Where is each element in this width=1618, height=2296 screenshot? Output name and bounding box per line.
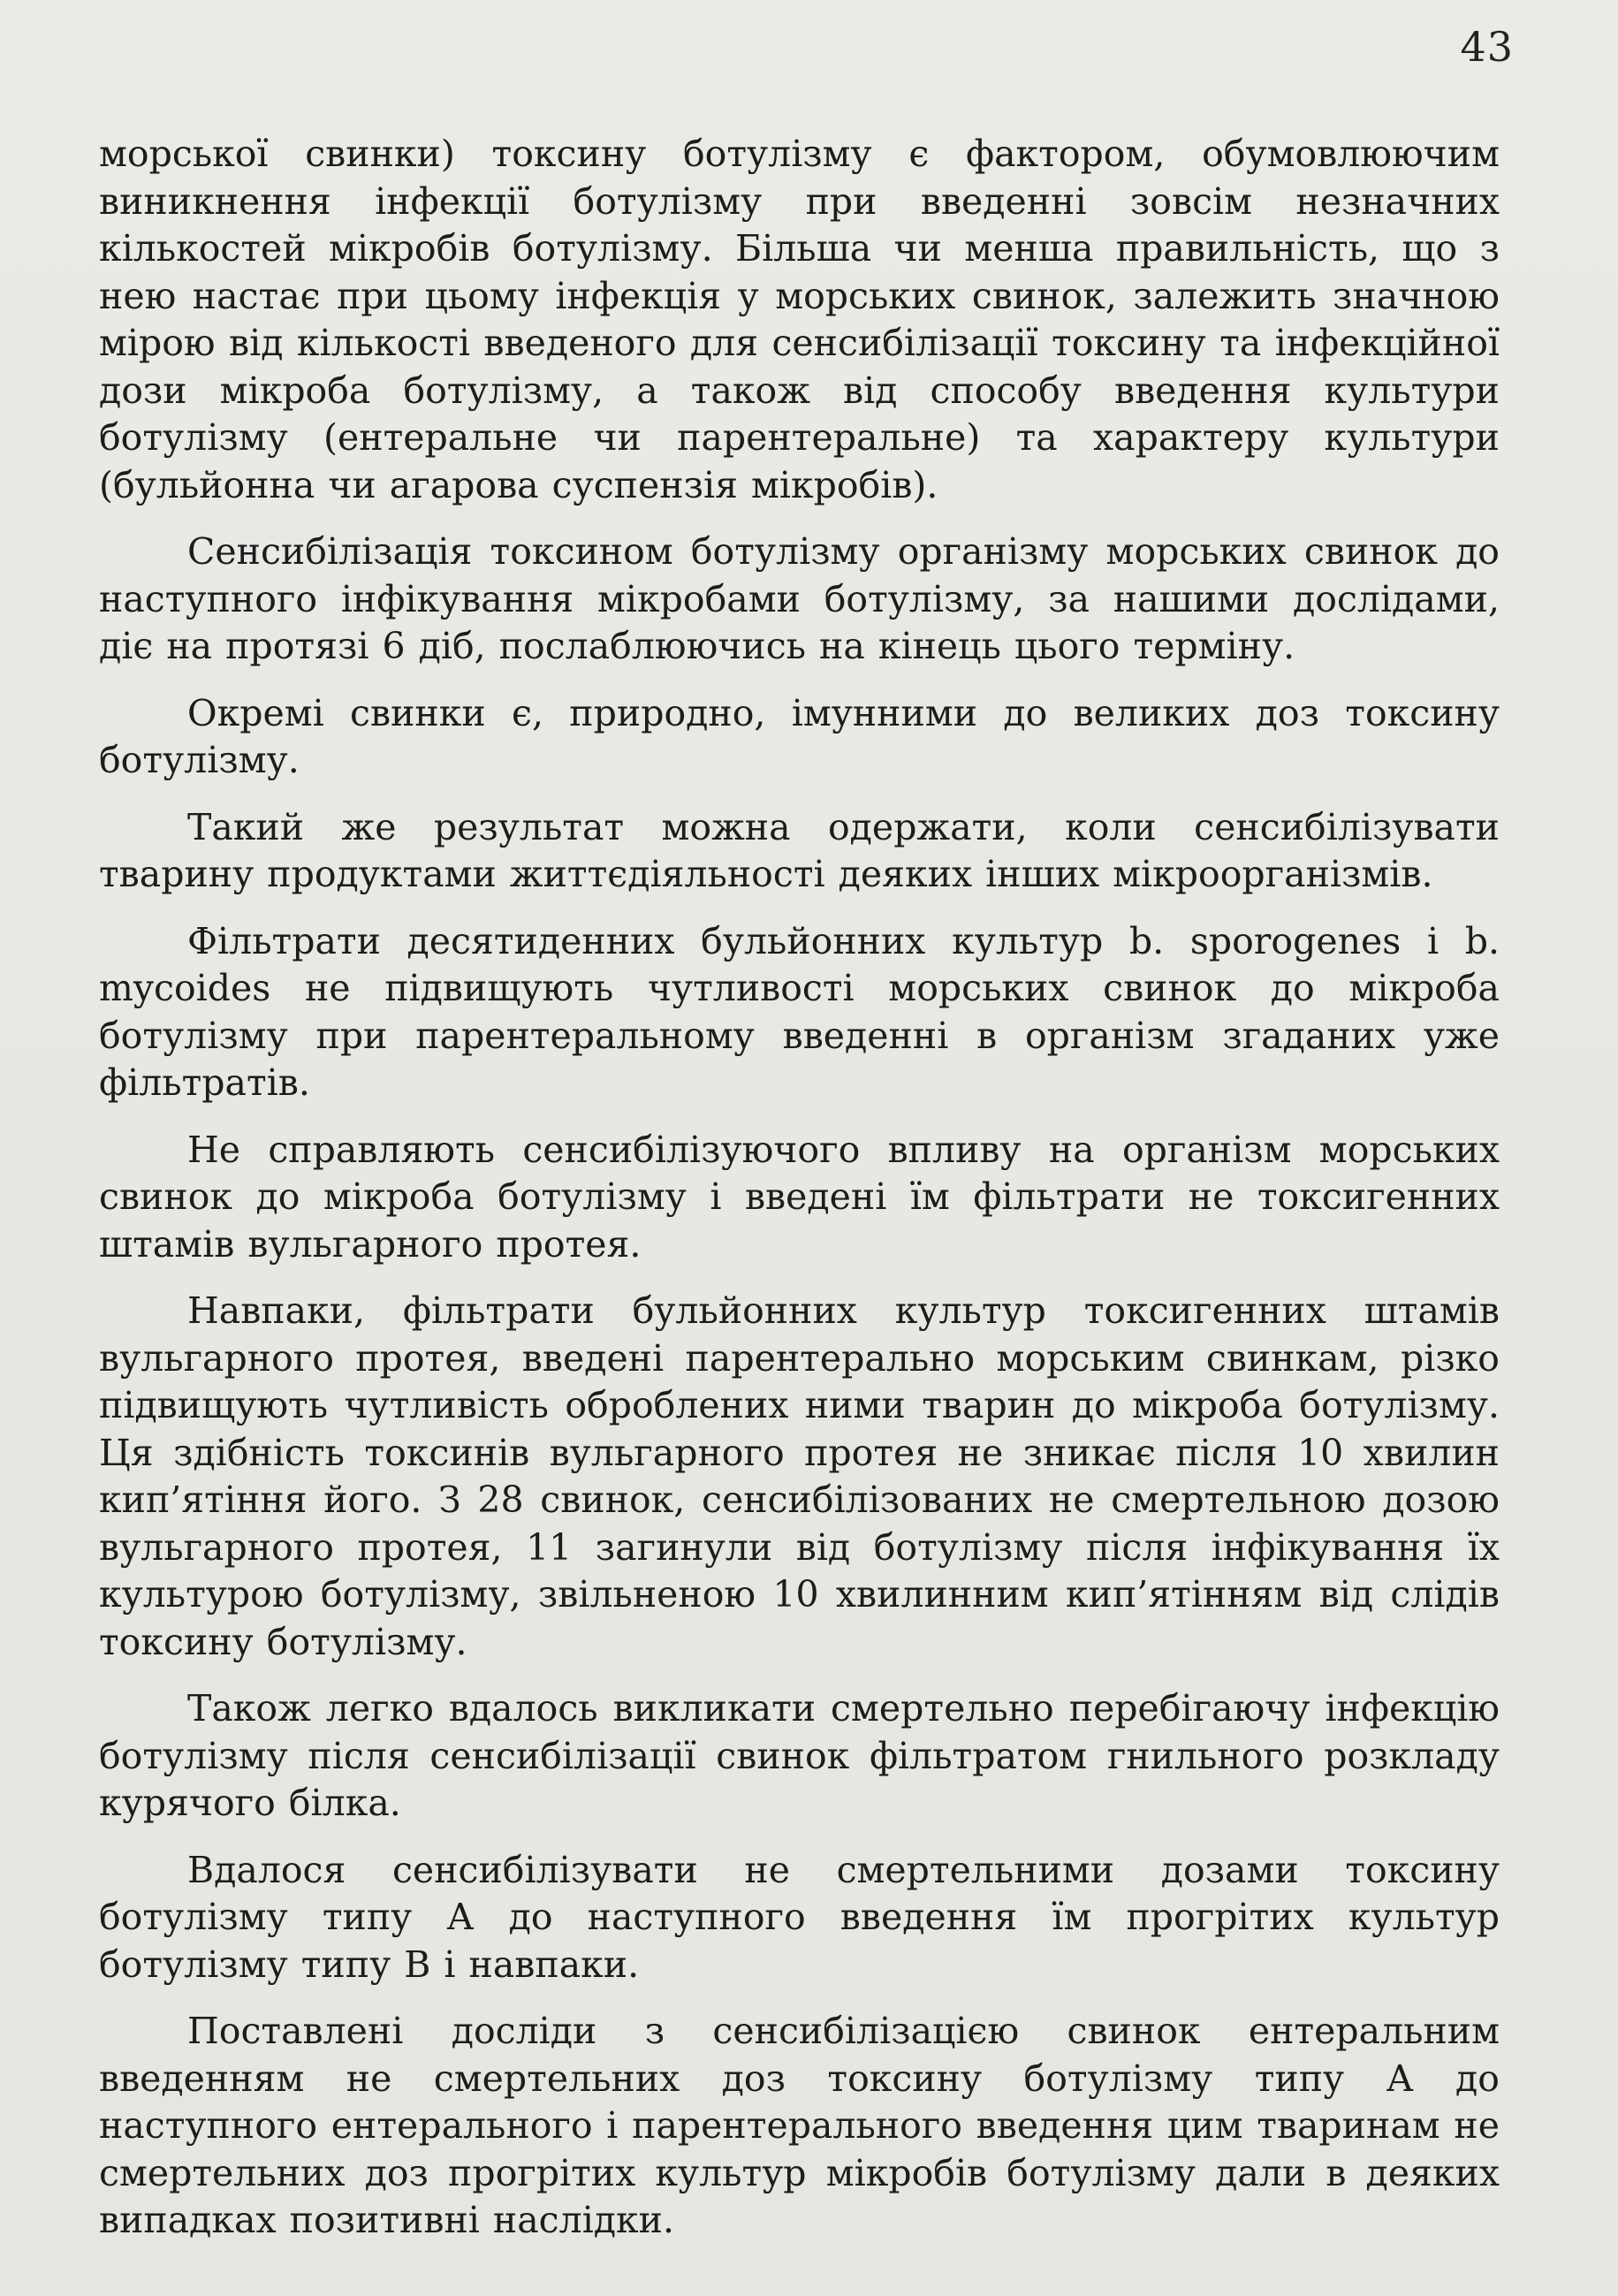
paragraph: морської свинки) токсину ботулізму є фактором, обумовлюючим виникнення інфекції ботулізму при введенні зовсім незначних кількостей мікробів ботулізму. Більша чи менша правильність, що з нею настає при цьому інфекція у морських свинок, залежить значною мірою від кількості введеного для сенсибілізації токсину та інфекційної дози мікроба ботулізму, а також від способу введення культури ботулізму (ентеральне чи парентеральне) та характеру культури (бульйонна чи агарова суспензія мікробів). bbox=[99, 133, 1500, 506]
paragraph: Навпаки, фільтрати бульйонних культур токсигенних штамів вульгарного протея, введені парентерально морським свинкам, різко підвищують чутливість оброблених ними тварин до мікроба ботулізму. Ця здібність токсинів вульгарного протея не зникає після 10 хвилин кип’ятіння його. З 28 свинок, сенсибілізованих не смертельною дозою вульгарного протея, 11 загинули від ботулізму після інфікування їх культурою ботулізму, звільненою 10 хвилинним кип’ятінням від слідів токсину ботулізму. bbox=[99, 1289, 1500, 1663]
paragraph: Сенсибілізація токсином ботулізму організму морських свинок до наступного інфікування мікробами ботулізму, за нашими дослідами, діє на протязі 6 діб, послаблюючись на кінець цього терміну. bbox=[99, 530, 1500, 667]
paragraph: Такий же результат можна одержати, коли сенсибілізувати тварину продуктами життєдіяльності деяких інших мікроорганізмів. bbox=[99, 805, 1500, 895]
body-text bbox=[99, 131, 1500, 2264]
page-number: 43 bbox=[1460, 23, 1514, 71]
paragraph: Окремі свинки є, природно, імунними до великих доз токсину ботулізму. bbox=[99, 691, 1500, 781]
paragraph: Вдалося сенсибілізувати не смертельними дозами токсину ботулізму типу А до наступного введення їм прогрітих культур ботулізму типу В і навпаки. bbox=[99, 1848, 1500, 1986]
paragraph: Також легко вдалось викликати смертельно перебігаючу інфекцію ботулізму після сенсибілізації свинок фільтратом гнильного розкладу курячого білка. bbox=[99, 1687, 1500, 1824]
paragraph: Поставлені досліди з сенсибілізацією свинок ентеральним введенням не смертельних доз токсину ботулізму типу А до наступного ентерального і парентерального введення цим тваринам не смертельних доз прогрітих культур мікробів ботулізму дали в деяких випадках позитивні наслідки. bbox=[99, 2010, 1500, 2241]
paragraph: Фільтрати десятиденних бульйонних культур b. sporogenes і b. mycoides не підвищують чутливості морських свинок до мікроба ботулізму при парентеральному введенні в організм згаданих уже фільтратів. bbox=[99, 919, 1500, 1104]
paragraph: Не справляють сенсибілізуючого впливу на організм морських свинок до мікроба ботулізму і введені їм фільтрати не токсигенних штамів вульгарного протея. bbox=[99, 1128, 1500, 1266]
